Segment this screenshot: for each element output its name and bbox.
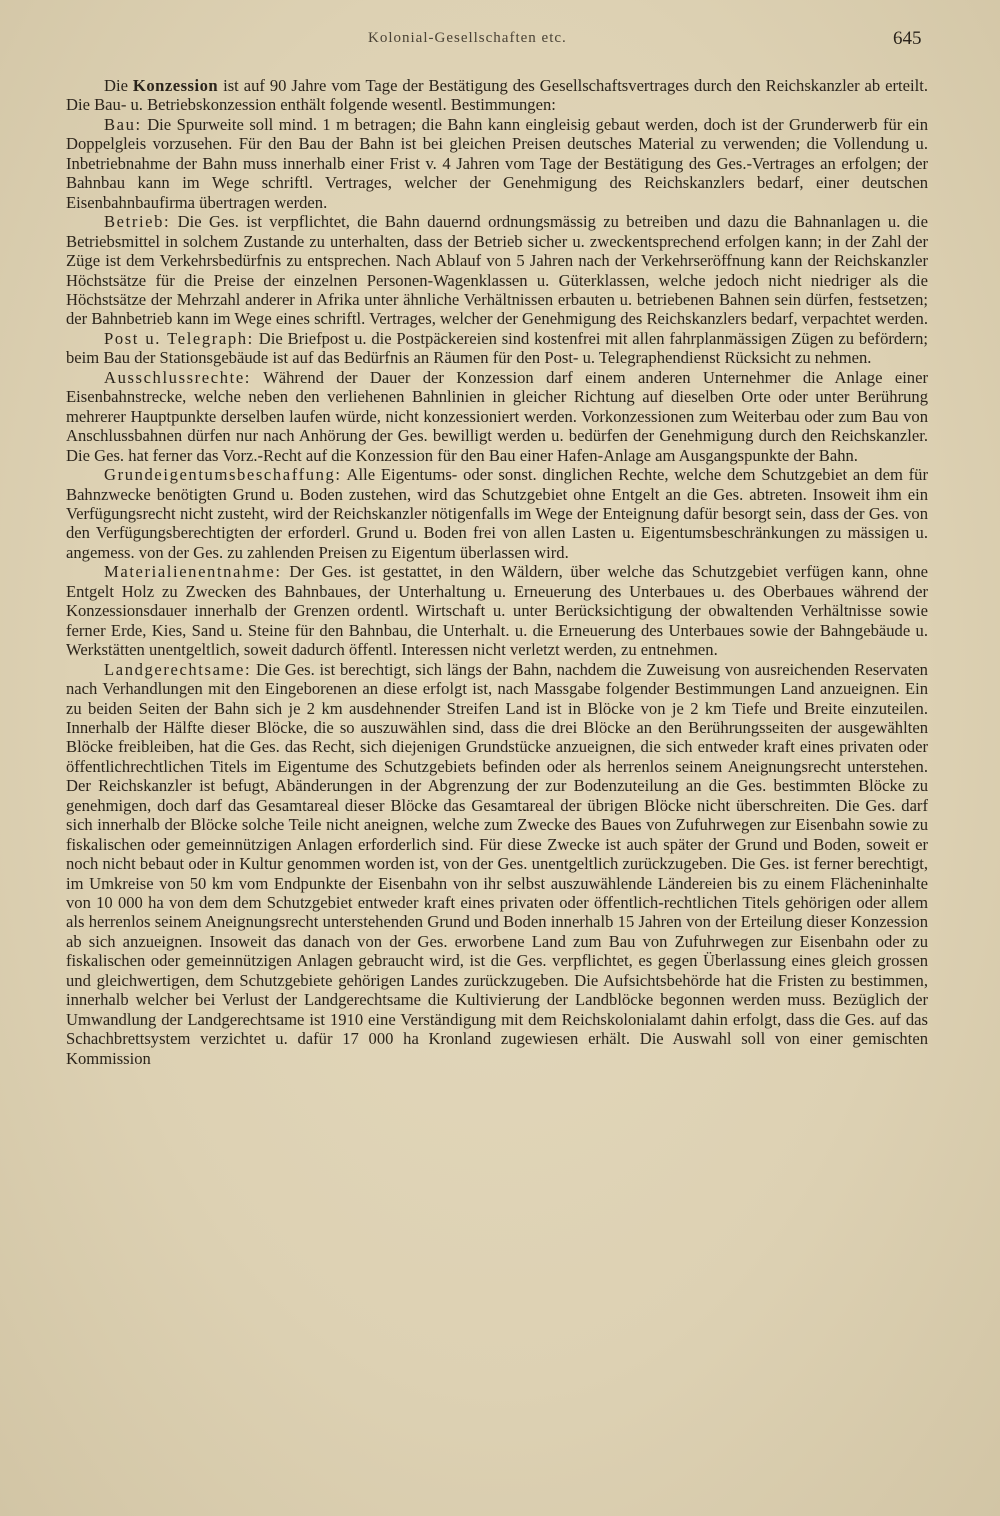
intro-paragraph (66, 76, 928, 115)
body-text (66, 76, 928, 1068)
running-head: Kolonial-Gesellschaften etc. (368, 30, 567, 46)
section-text: Die Briefpost u. die Postpäckereien sind kostenfrei mit allen fahrplanmässigen Zügen zu befördern; beim Bau der Stationsgebäude ist auf das Bedürfnis an Räumen für den Post- u. Telegraphendienst Rücksicht zu nehmen. (66, 328, 929, 368)
section-heading: Bau: (104, 114, 142, 134)
section-text: Während der Dauer der Konzession darf einem anderen Unternehmer die Anlage einer Eisenbahnstrecke, welche neben den verliehenen Bahnlinien in gleicher Richtung auf dieselben Orte oder unter Berührung mehrerer Hauptpunkte derselben laufen würde, nicht konzessioniert werden. Vorkonzessionen zum Weiterbau oder zum Bau von Anschlussbahnen dürfen nur nach Anhörung der Ges. bewilligt werden u. bedürfen der Genehmigung durch den Reichskanzler. Die Ges. hat ferner das Vorz.-Recht auf die Konzession für den Bau einer Hafen-Anlage am Ausgangspunkte der Bahn. (66, 367, 928, 465)
konzession-term: Konzession (132, 76, 219, 95)
section-materialienentnahme (66, 562, 928, 659)
intro-text: ist auf 90 Jahre vom Tage der Bestätigung des Gesellschaftsvertrages durch den Reichskanzler ab erteilt. Die Bau- u. Betriebskonzession enthält folgende wesentl. Bestimmungen: (66, 76, 929, 115)
section-bau (66, 115, 928, 212)
section-heading: Landgerechtsame: (104, 659, 252, 679)
section-ausschlussrechte (66, 368, 928, 465)
section-text: Die Spurweite soll mind. 1 m betragen; die Bahn kann eingleisig gebaut werden, doch ist der Grunderwerb für ein Doppelgleis vorzusehen. Für den Bau der Bahn ist bei gleichen Preisen deutsches Material zu verwenden; die Vollendung u. Inbetriebnahme der Bahn muss innerhalb einer Frist v. 4 Jahren vom Tage der Bestätigung des Ges.-Vertrages an erfolgen; der Bahnbau kann im Wege schriftl. Vertrages, welcher der Genehmigung des Reichskanzlers bedarf, einer deutschen Eisenbahnbaufirma übertragen werden. (66, 114, 929, 212)
section-text: Der Ges. ist gestattet, in den Wäldern, über welche das Schutzgebiet verfügen kann, ohne Entgelt Holz zu Zwecken des Bahnbaues, der Unterhaltung u. Erneuerung des Unterbaues u. des Oberbaues während der Konzessionsdauer innerhalb der Grenzen ordentl. Wirtschaft u. unter Berücksichtigung der obwaltenden Verhältnisse sowie ferner Erde, Kies, Sand u. Steine für den Bahnbau, die Unterhalt. u. die Erneuerung des Unterbaues sowie der Bahngebäude u. Werkstätten unentgeltlich, soweit dadurch öffentl. Interessen nicht verletzt werden, zu entnehmen. (66, 562, 928, 660)
section-text: Die Ges. ist verpflichtet, die Bahn dauernd ordnungsmässig zu betreiben und dazu die Bahnanlagen u. die Betriebsmittel in solchem Zustande zu unterhalten, dass der Betrieb sicher u. zweckentsprechend erfolgen kann; in der Zahl der Züge ist dem Verkehrsbedürfnis zu entsprechen. Nach Ablauf von 5 Jahren nach der Verkehrseröffnung kann der Reichskanzler Höchstsätze für die Preise der einzelnen Personen-Wagenklassen u. Güterklassen, welche jedoch nicht niedriger als die Höchstsätze der Mehrzahl anderer in Afrika unter ähnliche Verhältnissen erbauten u. betriebenen Bahnen sein dürfen, festsetzen; der Bahnbetrieb kann im Wege eines schriftl. Vertrages, welcher der Genehmigung des Reichskanzlers bedarf, verpachtet werden. (66, 212, 928, 329)
section-heading: Betrieb: (104, 212, 171, 232)
section-landgerechtsame (66, 660, 928, 1069)
section-text: Die Ges. ist berechtigt, sich längs der Bahn, nachdem die Zuweisung von ausreichenden Reservaten nach Verhandlungen mit den Eingeborenen an diese erfolgt ist, nach Massgabe folgender Bestimmungen Land anzueignen. Ein zu beiden Seiten der Bahn sich je 2 km ausdehnender Streifen Land ist in Blöcke von je 2 km Tiefe und Breite einzuteilen. Innerhalb der Hälfte dieser Blöcke, die so auszuwählen sind, dass die drei Blöcke an den Berührungsseiten der ausgewählten Blöcke freibleiben, hat die Ges. das Recht, sich diejenigen Grundstücke anzueignen, die sich entweder kraft eines privaten oder öffentlichrechtlichen Titels im Eigentume des Schutzgebiets befinden oder als herrenlos seinem Aneignungsrecht unterstehen. Der Reichskanzler ist befugt, Abänderungen in der Abgrenzung der zur Bodenzuteilung an die Ges. bestimmten Blöcke zu genehmigen, doch darf das Gesamtareal dieser Blöcke das Gesamtareal der übrigen Blöcke nicht überschreiten. Die Ges. darf sich innerhalb der Blöcke solche Teile nicht aneignen, welche zum Zwecke des Baues von Zufuhrwegen zur Eisenbahn sowie zu fiskalischen oder gemeinnützigen Anlagen erforderlich sind. Für diese Zwecke ist auch später der Grund und Boden, soweit er noch nicht bebaut oder in Kultur genommen worden ist, von der Ges. unentgeltlich zurückzugeben. Die Ges. ist ferner berechtigt, im Umkreise von 50 km vom Endpunkte der Eisenbahn von ihr selbst auszuwählende Ländereien bis zu einem Flächeninhalte von 10 000 ha von dem dem Schutzgebiet entweder kraft eines privaten oder öffentlich-rechtlichen Titels gehörigen oder allem als herrenlos seinem Aneignungsrecht unterstehenden Grund und Boden innerhalb 15 Jahren von der Erteilung dieser Konzession ab sich anzueignen. Insoweit das danach von der Ges. erworbene Land zum Bau von Zufuhrwegen zur Eisenbahn oder zu fiskalischen oder gemeinnützigen Anlagen gebraucht wird, ist die Ges. verpflichtet, es gegen Überlassung eines gleich grossen und gleichwertigen, dem Schutzgebiete gehörigen Landes zurückzugeben. Die Aufsichtsbehörde hat die Fristen zu bestimmen, innerhalb welcher bei Verlust der Landgerechtsame die Kultivierung der Landblöcke begonnen werden muss. Bezüglich der Umwandlung der Landgerechtsame ist 1910 eine Verständigung mit dem Reichskolonialamt dahin erfolgt, dass die Ges. auf das Schachbrettsystem verzichtet u. dafür 17 000 ha Kronland zugewiesen erhält. Die Auswahl soll von einer gemischten Kommission (66, 659, 928, 1068)
section-heading: Ausschlussrechte: (104, 367, 252, 387)
section-heading: Materialienentnahme: (104, 562, 282, 582)
section-heading: Post u. Telegraph: (104, 328, 254, 348)
section-grundeigentum (66, 465, 928, 562)
section-betrieb (66, 212, 928, 329)
page-header (0, 28, 1000, 54)
page-number: 645 (893, 28, 922, 49)
section-text: Alle Eigentums- oder sonst. dinglichen Rechte, welche dem Schutzgebiet an dem für Bahnzwecke benötigten Grund u. Boden zustehen, wird das Schutzgebiet ohne Entgelt an die Ges. abtreten. Insoweit ihm ein Verfügungsrecht nicht zusteht, wird der Reichskanzler nötigenfalls im Wege der Enteignung dafür besorgt sein, dass der Ges. von den Verfügungsberechtigten der erforderl. Grund u. Boden frei von allen Lasten u. Eigentumsbeschränkungen zu mässigen u. angemess. von der Ges. zu zahlenden Preisen zu Eigentum überlassen wird. (66, 465, 928, 562)
section-post-telegraph (66, 329, 928, 368)
section-heading: Grundeigentumsbeschaffung: (104, 465, 342, 485)
intro-word: Die (104, 76, 128, 95)
